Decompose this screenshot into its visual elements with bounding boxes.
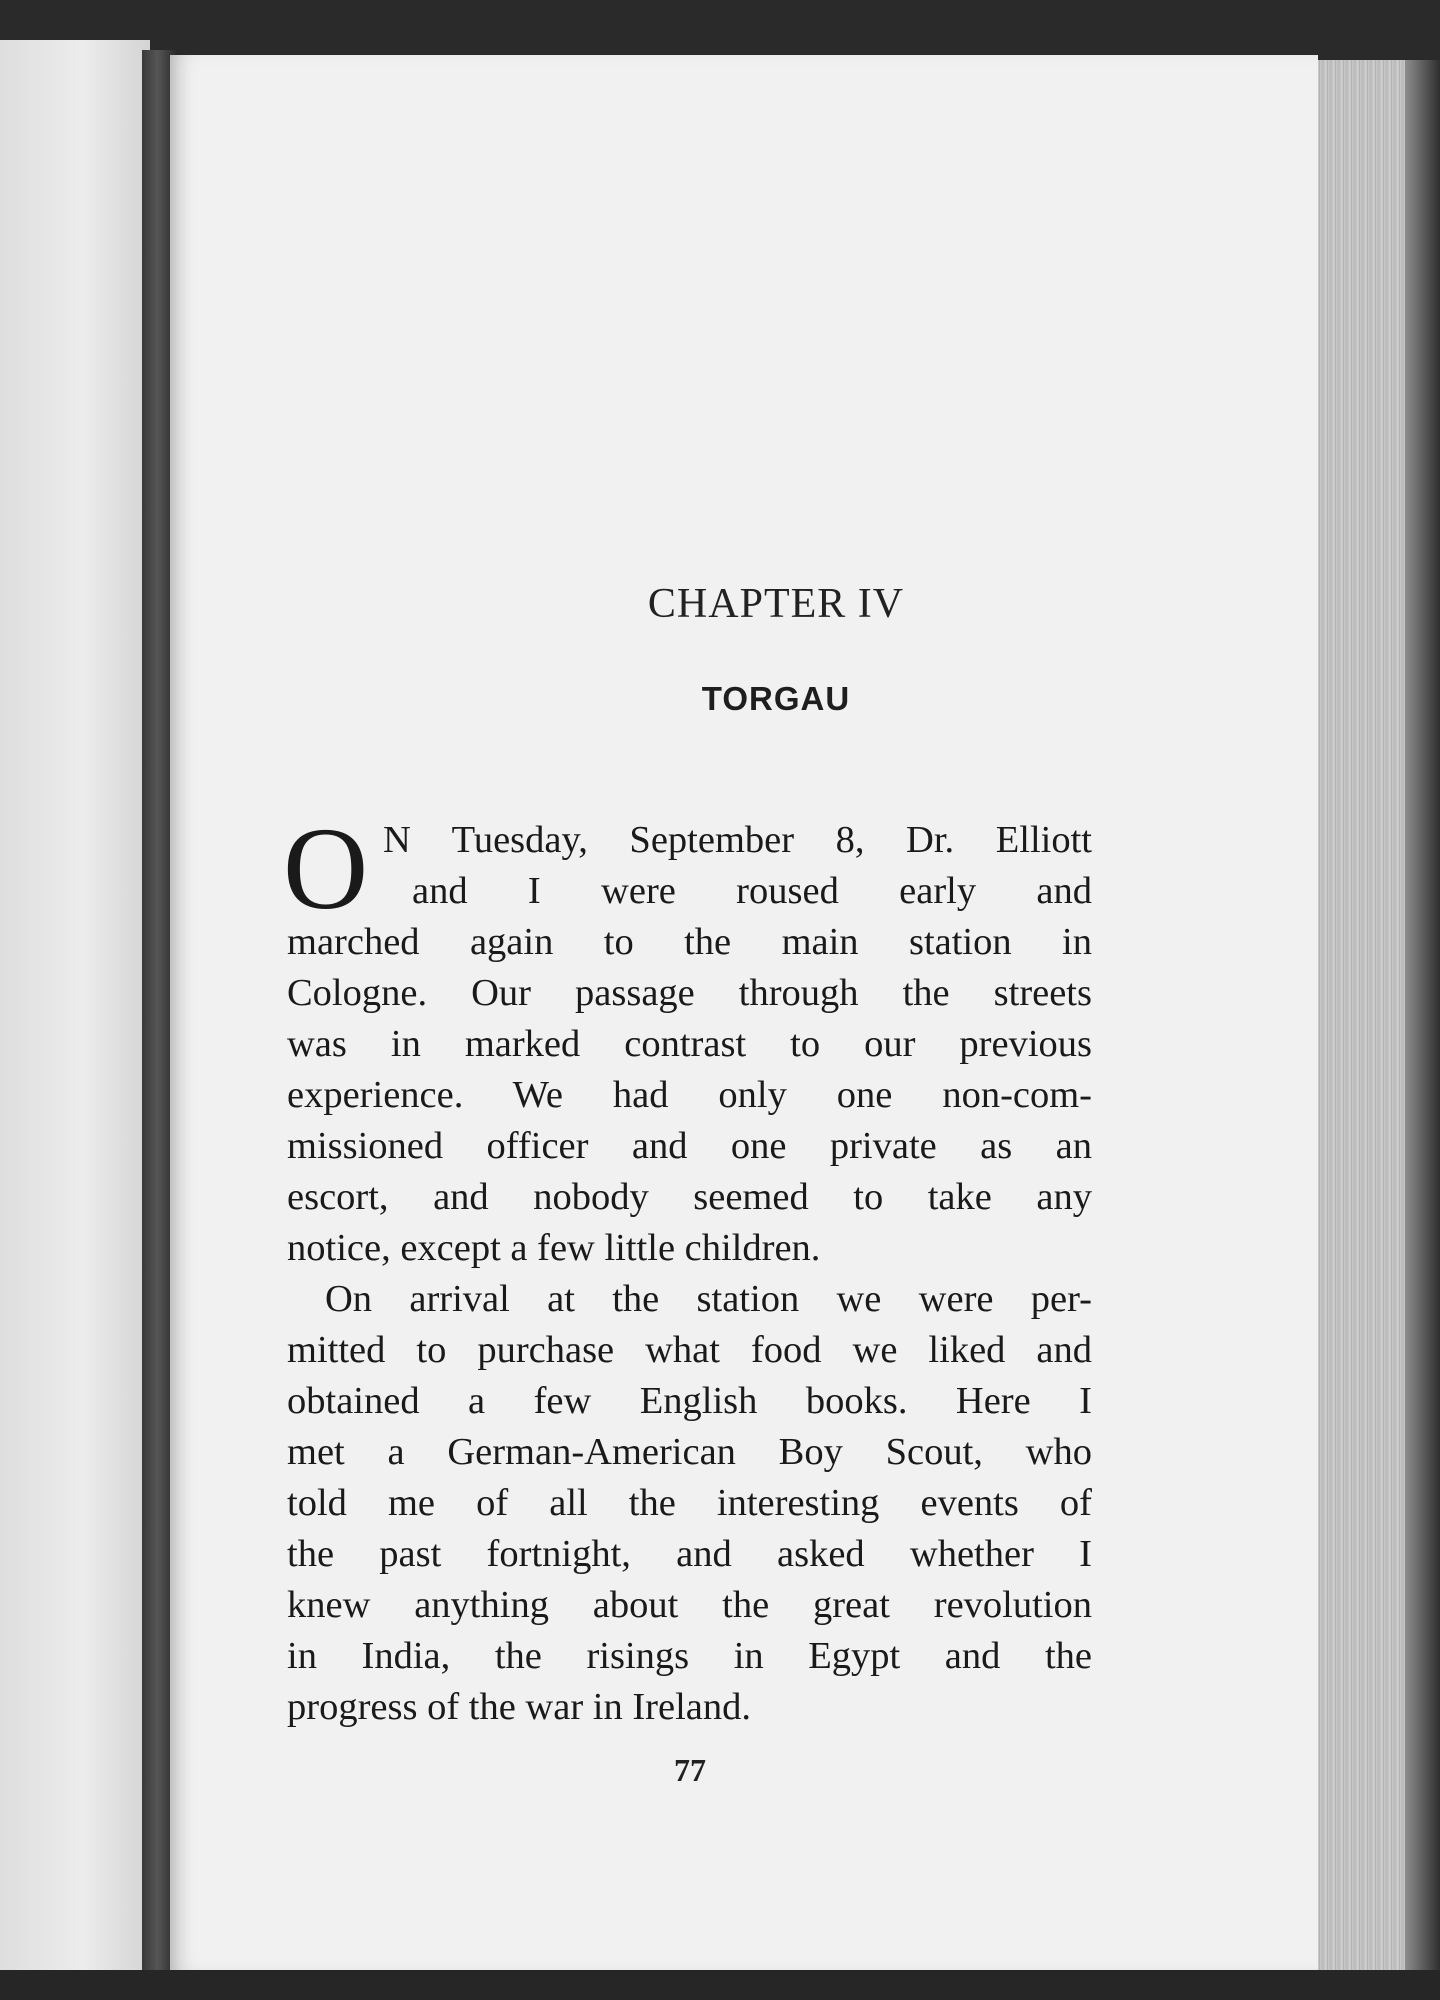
text-line: met a German-American Boy Scout, who (287, 1431, 1092, 1473)
text-line: progress of the war in Ireland. (287, 1686, 751, 1728)
page-number: 77 (674, 1752, 706, 1788)
text-line: On arrival at the station we were per- (325, 1278, 1092, 1320)
chapter-title: TORGAU (701, 680, 851, 717)
text-line: notice, except a few little children. (287, 1227, 821, 1269)
text-line: obtained a few English books. Here I (287, 1380, 1092, 1422)
scan-bottom-edge (0, 1970, 1440, 2000)
chapter-body (283, 803, 1092, 1733)
text-line: told me of all the interesting events of (287, 1482, 1092, 1524)
paragraph-1 (283, 803, 1092, 1274)
text-line: Cologne. Our passage through the streets (287, 972, 1092, 1014)
paragraph-2 (287, 1274, 1092, 1733)
text-line: knew anything about the great revolution (287, 1584, 1092, 1626)
text-line: was in marked contrast to our previous (287, 1023, 1092, 1065)
text-line: and I were roused early and (412, 870, 1092, 912)
text-line: the past fortnight, and asked whether I (287, 1533, 1092, 1575)
text-line: missioned officer and one private as an (287, 1125, 1092, 1167)
text-line: experience. We had only one non-com- (287, 1074, 1092, 1116)
left-facing-page (0, 40, 150, 1970)
text-line: mitted to purchase what food we liked and (287, 1329, 1092, 1371)
text-line: escort, and nobody seemed to take any (287, 1176, 1092, 1218)
text-line: N Tuesday, September 8, Dr. Elliott (383, 819, 1092, 861)
page-edges-shadow (1405, 60, 1440, 1970)
text-line: in India, the risings in Egypt and the (287, 1635, 1092, 1677)
text-line: marched again to the main station in (287, 921, 1092, 963)
chapter-number: CHAPTER IV (647, 581, 905, 627)
book-page (170, 55, 1318, 1970)
drop-cap: O (283, 803, 369, 934)
